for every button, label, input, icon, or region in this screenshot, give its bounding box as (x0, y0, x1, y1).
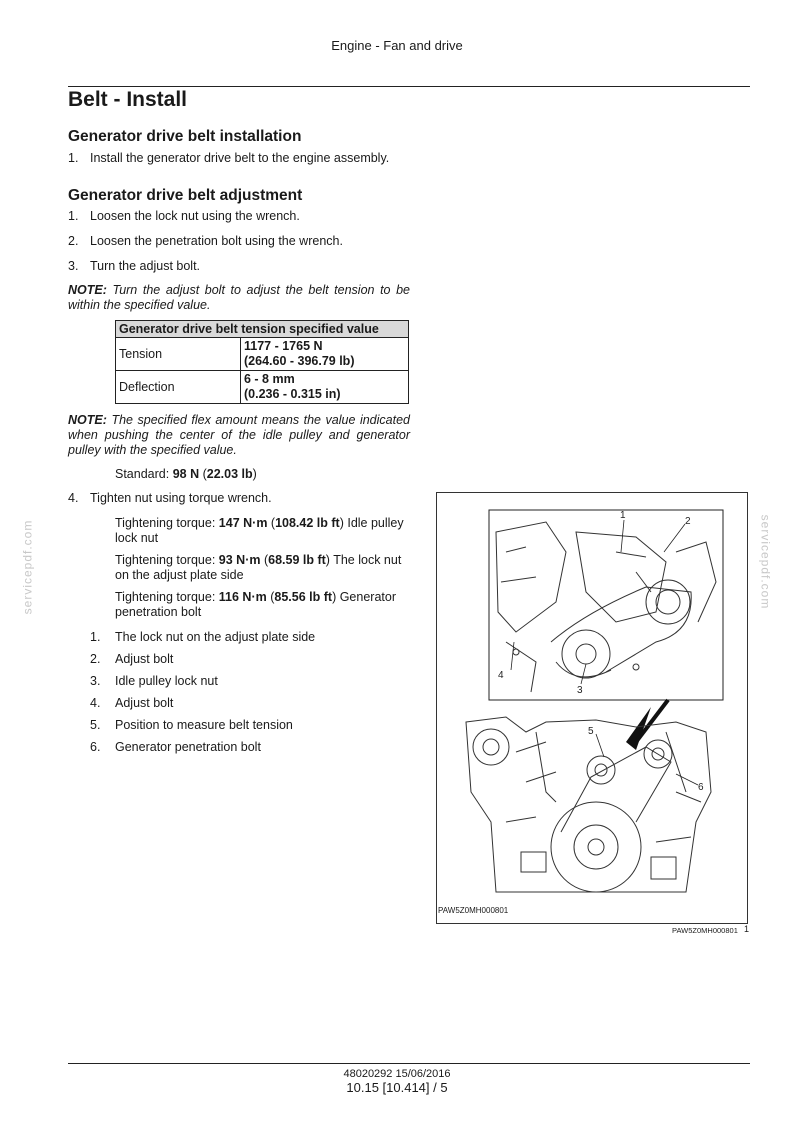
page-title: Belt - Install (68, 88, 188, 111)
legend-number: 6. (90, 740, 101, 754)
table-value (241, 338, 409, 371)
value-metric: 1177 - 1765 N (244, 339, 323, 353)
torque-imperial: 68.59 lb ft (268, 553, 326, 567)
torque-desc: Generator penetration bolt (115, 590, 396, 619)
standard-label: Standard: (115, 467, 170, 481)
legend-text: Generator penetration bolt (115, 740, 261, 754)
torque-label: Tightening torque: (115, 516, 216, 530)
figure-caption: PAW5Z0MH000801 (438, 906, 509, 915)
legend-text: The lock nut on the adjust plate side (115, 630, 316, 644)
table-header: Generator drive belt tension specified value (116, 321, 409, 338)
note-flex-amount (68, 413, 410, 458)
adjustment-step-4 (68, 491, 413, 505)
footer-document-id: 48020292 15/06/2016 (343, 1068, 451, 1080)
torque-penetration-bolt: Tightening torque: 116 N·m (85.56 lb ft) Generator penetration bolt (115, 590, 396, 619)
value-metric: 6 - 8 mm (244, 372, 295, 386)
note-text: Turn the adjust bolt to adjust the belt tension to be within the specified value. (68, 283, 410, 312)
header-rule (68, 86, 750, 87)
footer-rule (68, 1063, 750, 1064)
step-number: 1. (68, 209, 79, 223)
standard-metric: 98 N (172, 467, 200, 481)
legend-text: Idle pulley lock nut (115, 674, 218, 688)
watermark-left: servicepdf.com (20, 519, 35, 615)
legend-number: 4. (90, 696, 101, 710)
legend-text: Adjust bolt (115, 652, 174, 666)
torque-label: Tightening torque: (115, 590, 216, 604)
torque-metric: 93 N·m (218, 553, 261, 567)
torque-imperial: 85.56 lb ft (274, 590, 333, 604)
torque-desc: The lock nut on the adjust plate side (115, 553, 402, 582)
table-label: Tension (116, 338, 241, 371)
torque-metric: 147 N·m (218, 516, 268, 530)
step-text: Loosen the lock nut using the wrench. (90, 209, 300, 223)
adjustment-heading: Generator drive belt adjustment (68, 187, 303, 204)
adjustment-step-1 (68, 209, 413, 223)
engine-belt-drawing (436, 492, 748, 924)
belt-tension-table (115, 320, 409, 404)
value-imperial: (0.236 - 0.315 in) (244, 387, 341, 401)
step-number: 3. (68, 259, 79, 273)
legend-number: 2. (90, 652, 101, 666)
figure-number: 1 (744, 924, 750, 934)
legend-text: Adjust bolt (115, 696, 174, 710)
installation-step-1 (68, 151, 413, 165)
adjustment-step-3 (68, 259, 413, 273)
standard-value: Standard: 98 N (22.03 lb) (115, 467, 257, 481)
legend-item (90, 630, 315, 644)
watermark-right: servicepdf.com (758, 514, 773, 610)
footer-page-number: 10.15 [10.414] / 5 (346, 1080, 448, 1095)
step-number: 1. (68, 151, 79, 165)
note-text: The specified flex amount means the value indicated when pushing the center of the idle pulley and generator pulley with the specified value. (68, 413, 410, 457)
step-number: 4. (68, 491, 79, 505)
legend-number: 3. (90, 674, 101, 688)
value-imperial: (264.60 - 396.79 lb) (244, 354, 355, 368)
legend-number: 5. (90, 718, 101, 732)
step-text: Turn the adjust bolt. (90, 259, 201, 273)
running-header: Engine - Fan and drive (331, 38, 463, 53)
callout-5: 5 (588, 726, 594, 737)
table-value (241, 371, 409, 404)
torque-desc: Idle pulley lock nut (115, 516, 404, 545)
callout-6: 6 (698, 782, 704, 793)
torque-label: Tightening torque: (115, 553, 216, 567)
step-text: Install the generator drive belt to the engine assembly. (90, 151, 390, 165)
legend-item (90, 696, 173, 710)
torque-imperial: 108.42 lb ft (275, 516, 340, 530)
torque-idle-pulley: Tightening torque: 147 N·m (108.42 lb ft) Idle pulley lock nut (115, 516, 404, 545)
legend-item (90, 740, 261, 754)
callout-2: 2 (685, 516, 691, 527)
legend-text: Position to measure belt tension (115, 718, 293, 732)
callout-4: 4 (498, 670, 504, 681)
step-number: 2. (68, 234, 79, 248)
legend-number: 1. (90, 630, 101, 644)
step-text: Tighten nut using torque wrench. (90, 491, 272, 505)
legend-item (90, 652, 173, 666)
figure-reference: PAW5Z0MH000801 (672, 926, 738, 935)
standard-imperial: 22.03 lb (206, 467, 253, 481)
note-belt-tension (68, 283, 410, 313)
step-text: Loosen the penetration bolt using the wrench. (90, 234, 343, 248)
callout-1: 1 (620, 510, 626, 521)
note-label: NOTE: (68, 413, 107, 427)
callout-3: 3 (577, 685, 583, 696)
legend-item (90, 674, 218, 688)
table-row (116, 371, 409, 404)
installation-heading: Generator drive belt installation (68, 128, 302, 145)
table-header-row (116, 321, 409, 338)
note-label: NOTE: (68, 283, 107, 297)
torque-adjust-plate: Tightening torque: 93 N·m (68.59 lb ft) The lock nut on the adjust plate side (115, 553, 402, 582)
table-row (116, 338, 409, 371)
torque-metric: 116 N·m (218, 590, 267, 604)
table-label: Deflection (116, 371, 241, 404)
adjustment-step-2 (68, 234, 413, 248)
legend-item (90, 718, 293, 732)
